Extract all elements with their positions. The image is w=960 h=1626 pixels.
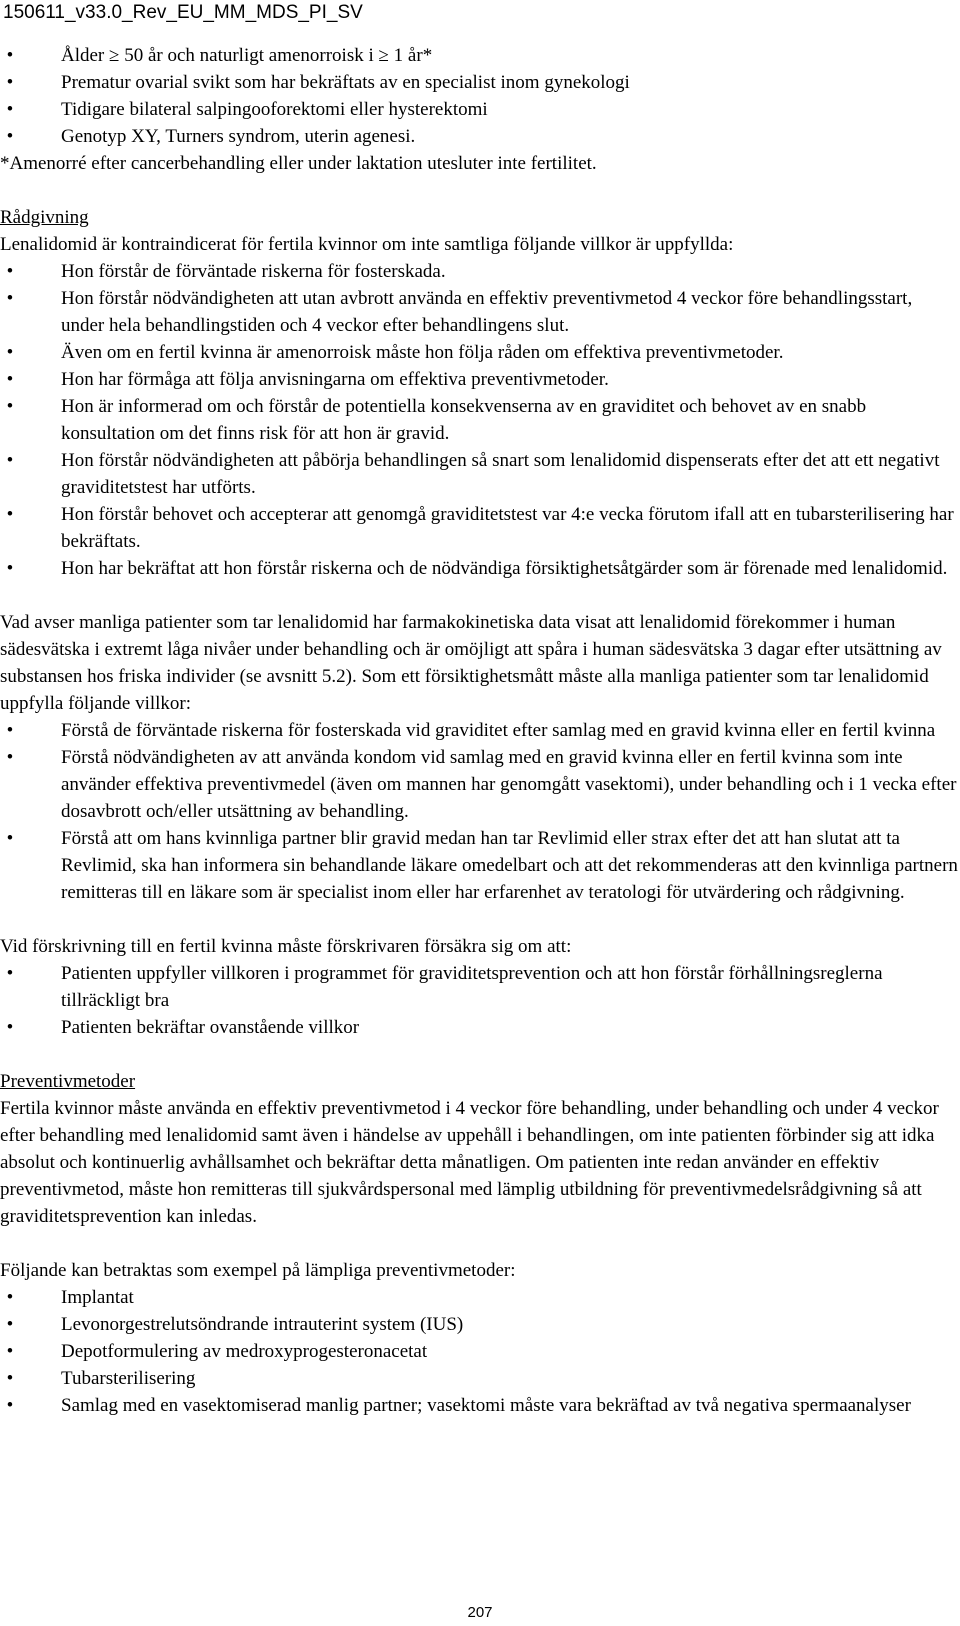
list-item [0,717,960,744]
list-item-text: Hon förstår de förväntade riskerna för fosterskada. [61,261,446,282]
list-item-text: Hon förstår nödvändigheten att utan avbrott använda en effektiv preventivmetod 4 veckor före behandlingsstart, under hela behandlingstiden och 4 veckor efter behandlingens slut. [61,288,913,336]
list-item [0,96,960,123]
list-item-text: Tidigare bilateral salpingooforektomi eller hysterektomi [61,99,488,120]
list-item [0,744,960,825]
list-item-text: Levonorgestrelutsöndrande intrauterint system (IUS) [61,1314,464,1335]
page-content [0,42,960,1419]
bullet-icon: • [6,45,14,66]
bullet-icon: • [6,720,14,741]
list-item-text: Implantat [61,1287,134,1308]
list-item [0,1365,960,1392]
list-item [0,1392,960,1419]
list-item [0,1311,960,1338]
list-item-text: Hon har förmåga att följa anvisningarna om effektiva preventivmetoder. [61,369,609,390]
contraception-examples-intro: Följande kan betraktas som exempel på lämpliga preventivmetoder: [0,1260,516,1281]
bullet-icon: • [6,450,14,471]
male-patients-paragraph: Vad avser manliga patienter som tar lenalidomid har farmakokinetiska data visat att lenalidomid förekommer i human sädesvätska i extremt låga nivåer under behandling och är omöjligt att spåra i human sädesvätska 3 dagar efter utsättning av substansen hos friska individer (se avsnitt 5.2). Som ett försiktighetsmått måste alla manliga patienter som tar lenalidomid uppfylla följande villkor: [0,612,942,714]
list-item [0,123,960,150]
bullet-icon: • [6,558,14,579]
prescribing-intro: Vid förskrivning till en fertil kvinna måste förskrivaren försäkra sig om att: [0,936,572,957]
bullet-icon: • [6,72,14,93]
list-item [0,1284,960,1311]
list-item [0,960,960,1014]
list-item-text: Tubarsterilisering [61,1368,196,1389]
list-item-text: Patienten bekräftar ovanstående villkor [61,1017,360,1038]
list-item [0,339,960,366]
list-item [0,1338,960,1365]
list-item-text: Hon förstår behovet och accepterar att genomgå graviditetstest var 4:e vecka förutom ifall att en tubarsterilisering har bekräftats. [61,504,954,552]
document-id-header: 150611_v33.0_Rev_EU_MM_MDS_PI_SV [3,2,363,23]
bullet-icon: • [6,99,14,120]
bullet-icon: • [6,1314,14,1335]
bullet-icon: • [6,1341,14,1362]
counseling-heading: Rådgivning [0,207,89,228]
list-item [0,366,960,393]
counseling-intro: Lenalidomid är kontraindicerat för fertila kvinnor om inte samtliga följande villkor är uppfyllda: [0,234,734,255]
bullet-icon: • [6,342,14,363]
list-item [0,42,960,69]
list-item-text: Förstå de förväntade riskerna för fosterskada vid graviditet efter samlag med en gravid kvinna eller en fertil kvinna [61,720,936,741]
list-item [0,393,960,447]
list-item-text: Hon har bekräftat att hon förstår riskerna och de nödvändiga försiktighetsåtgärder som är förenade med lenalidomid. [61,558,948,579]
prescribing-list [0,960,960,1041]
list-item-text: Även om en fertil kvinna är amenorroisk måste hon följa råden om effektiva preventivmetoder. [61,342,784,363]
bullet-icon: • [6,396,14,417]
list-item-text: Samlag med en vasektomiserad manlig partner; vasektomi måste vara bekräftad av två negativa spermaanalyser [61,1395,911,1416]
bullet-icon: • [6,747,14,768]
bullet-icon: • [6,1287,14,1308]
bullet-icon: • [6,1368,14,1389]
list-item [0,555,960,582]
intro-list [0,42,960,150]
list-item-text: Hon är informerad om och förstår de potentiella konsekvenserna av en graviditet och behovet av en snabb konsultation om det finns risk för att hon är gravid. [61,396,867,444]
list-item-text: Depotformulering av medroxyprogesteronacetat [61,1341,428,1362]
bullet-icon: • [6,828,14,849]
list-item [0,69,960,96]
bullet-icon: • [6,288,14,309]
contraception-examples-list [0,1284,960,1419]
list-item-text: Förstå nödvändigheten av att använda kondom vid samlag med en gravid kvinna eller en fertil kvinna som inte använder effektiva preventivmedel (även om mannen har genomgått vasektomi), under behandling och i 1 vecka efter dosavbrott och/eller utsättning av behandling. [61,747,957,822]
page-number: 207 [467,1604,493,1621]
list-item-text: Prematur ovarial svikt som har bekräftats av en specialist inom gynekologi [61,72,630,93]
list-item-text: Patienten uppfyller villkoren i programmet för graviditetsprevention och att hon förstår förhållningsreglerna tillräckligt bra [61,963,883,1011]
list-item-text: Genotyp XY, Turners syndrom, uterin agenesi. [61,126,416,147]
list-item-text: Förstå att om hans kvinnliga partner blir gravid medan han tar Revlimid eller strax efter det att han slutat att ta Revlimid, ska han informera sin behandlande läkare omedelbart och att det rekommenderas att den kvinnliga partnern remitteras till en läkare som är specialist inom eller har erfarenhet av teratologi för utvärdering och rådgivning. [61,828,958,903]
list-item [0,258,960,285]
bullet-icon: • [6,261,14,282]
bullet-icon: • [6,963,14,984]
footnote: *Amenorré efter cancerbehandling eller under laktation utesluter inte fertilitet. [0,153,597,174]
list-item [0,447,960,501]
bullet-icon: • [6,369,14,390]
bullet-icon: • [6,504,14,525]
list-item [0,1014,960,1041]
bullet-icon: • [6,1017,14,1038]
list-item-text: Ålder ≥ 50 år och naturligt amenorroisk i ≥ 1 år* [61,45,433,66]
male-patients-list [0,717,960,906]
list-item-text: Hon förstår nödvändigheten att påbörja behandlingen så snart som lenalidomid dispenserats efter det att ett negativt graviditetstest har utförts. [61,450,940,498]
bullet-icon: • [6,126,14,147]
contraception-heading: Preventivmetoder [0,1071,136,1092]
list-item [0,285,960,339]
list-item [0,501,960,555]
counseling-list [0,258,960,582]
bullet-icon: • [6,1395,14,1416]
contraception-paragraph: Fertila kvinnor måste använda en effektiv preventivmetod i 4 veckor före behandling, under behandling och under 4 veckor efter behandling med lenalidomid samt även i händelse av uppehåll i behandlingen, om inte patienten förbinder sig att idka absolut och kontinuerlig avhållsamhet och bekräftar detta månatligen. Om patienten inte redan använder en effektiv preventivmetod, måste hon remitteras till sjukvårdspersonal med lämplig utbildning för preventivmedelsrådgivning så att graviditetsprevention kan inledas. [0,1098,939,1227]
list-item [0,825,960,906]
